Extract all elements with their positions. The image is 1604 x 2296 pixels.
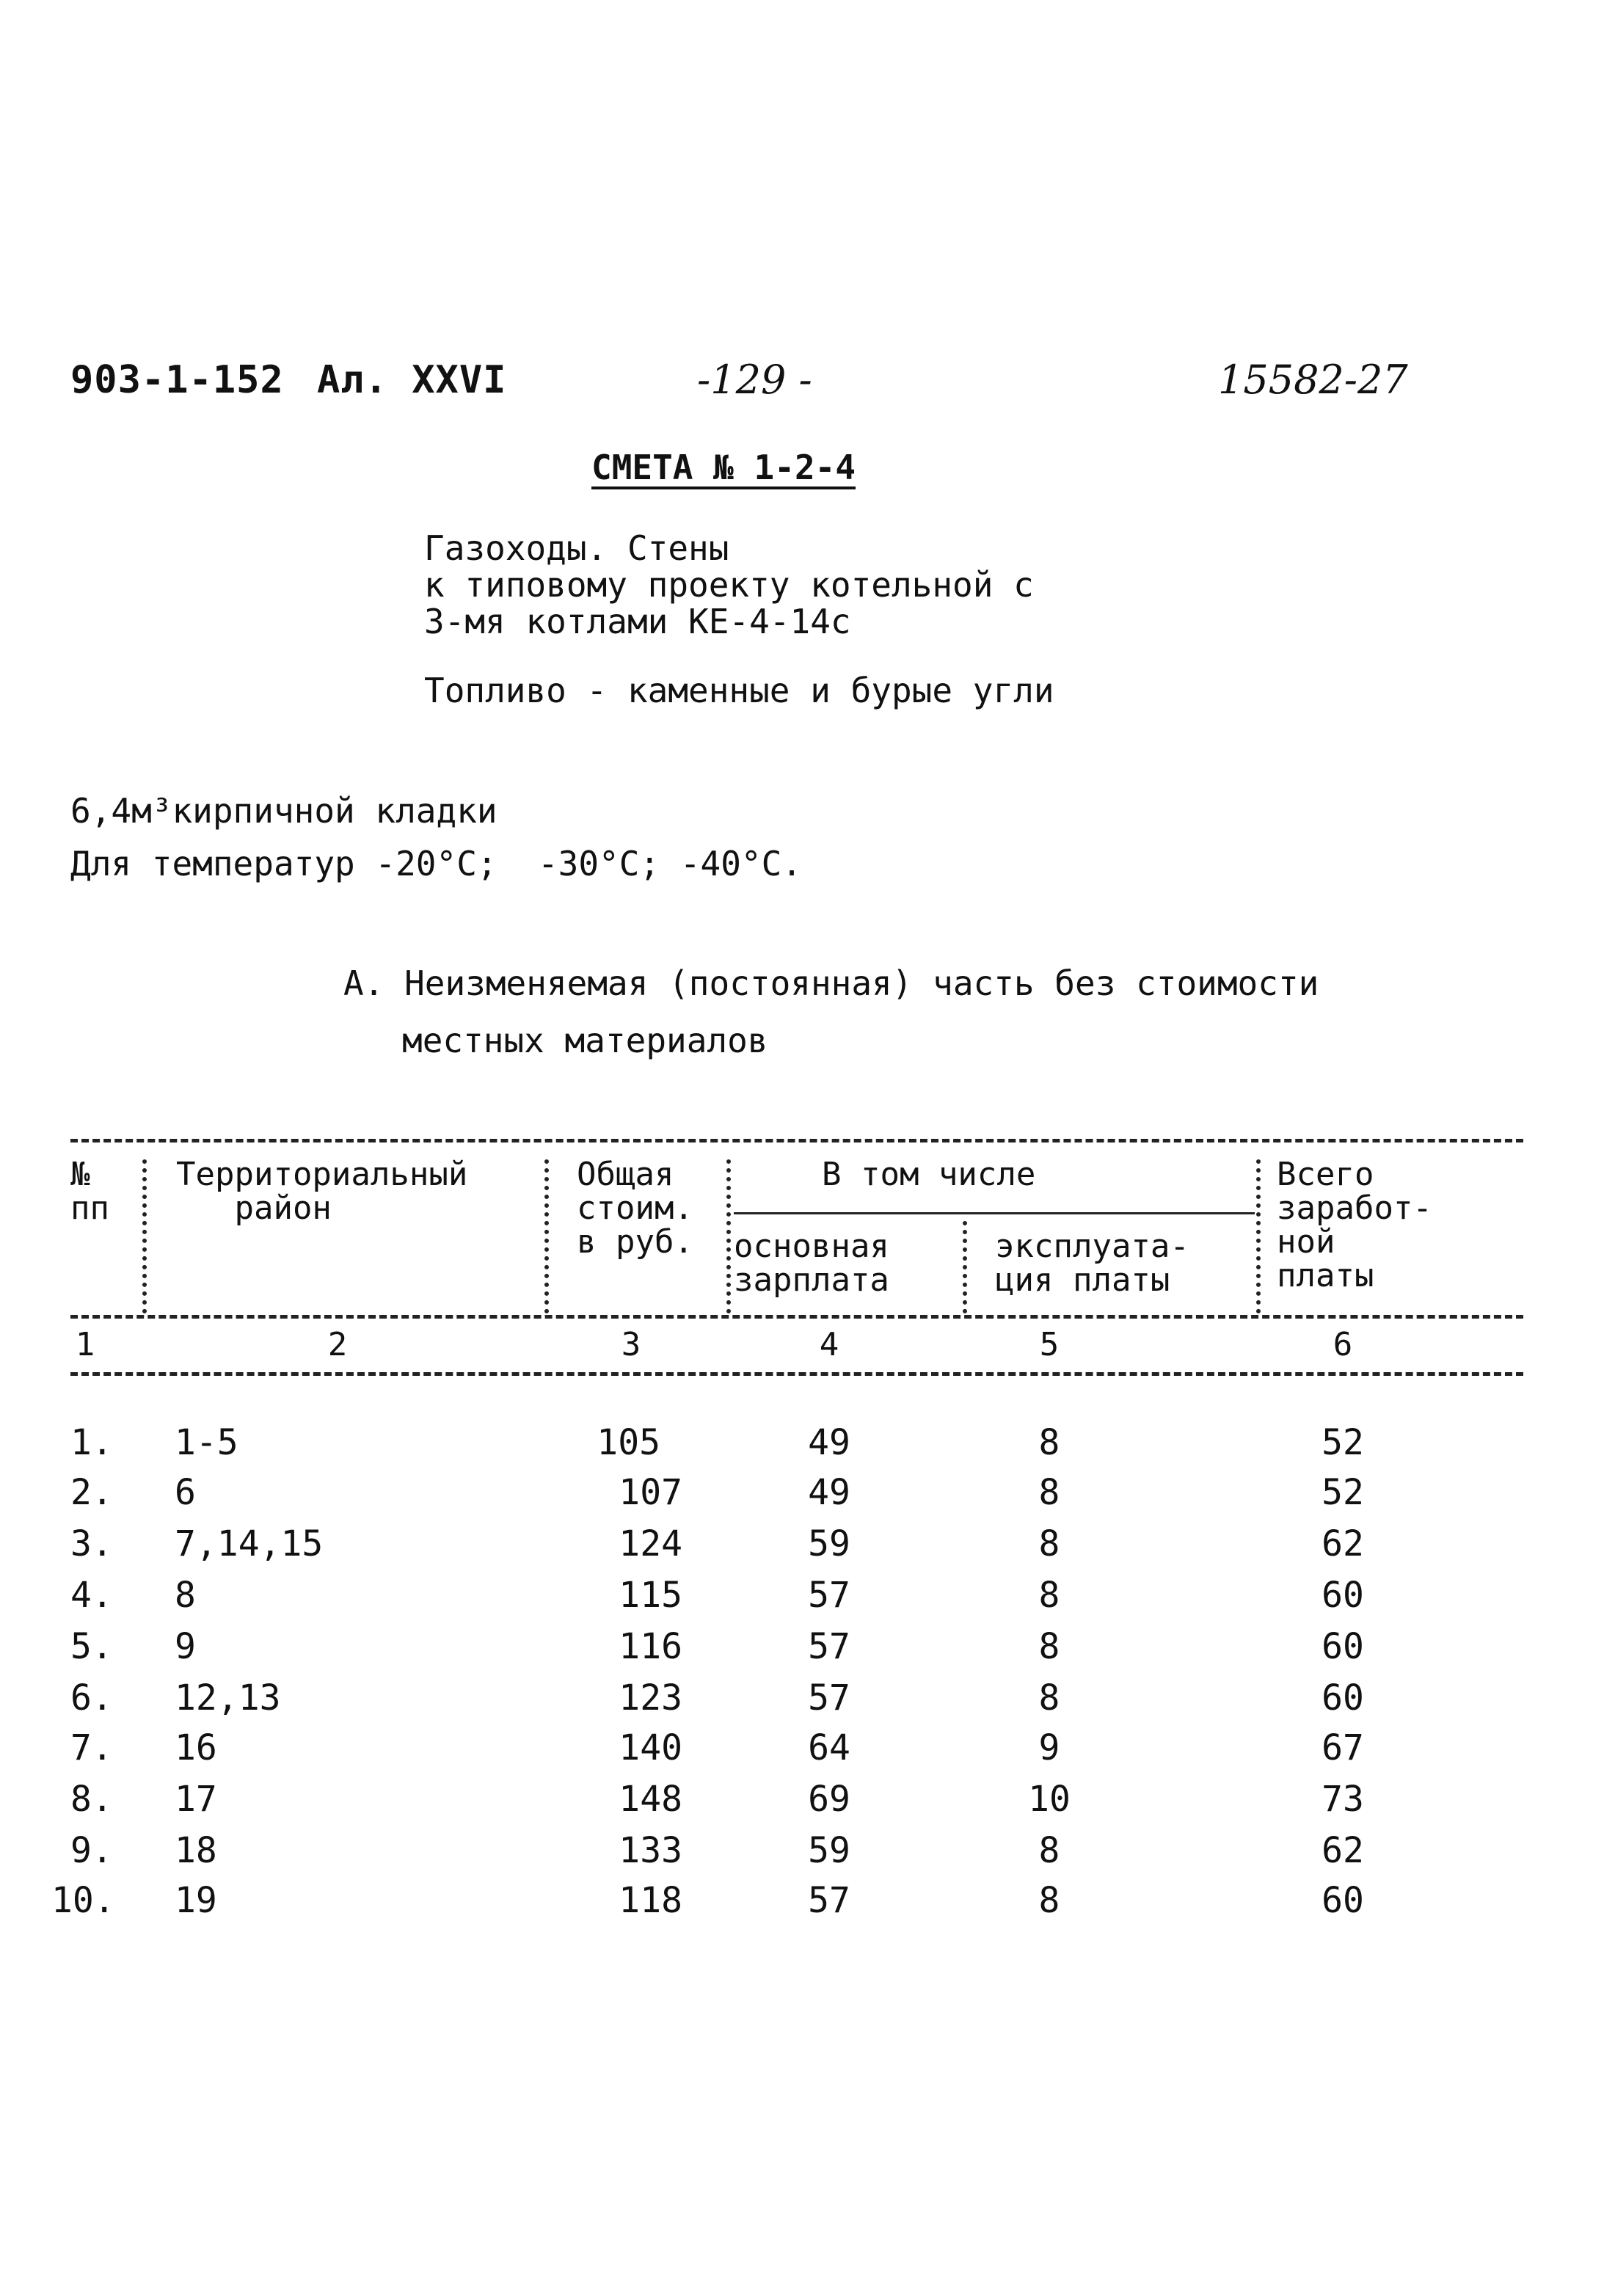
row-number: 9. bbox=[70, 1830, 113, 1871]
page-number: -129 - bbox=[697, 357, 812, 403]
row-base-salary: 57 bbox=[808, 1677, 850, 1719]
row-total-cost: 124 bbox=[619, 1523, 682, 1564]
row-base-salary: 69 bbox=[808, 1779, 850, 1820]
row-number: 3. bbox=[70, 1523, 113, 1564]
row-total-cost: 133 bbox=[619, 1830, 682, 1871]
row-base-salary: 57 bbox=[808, 1626, 850, 1667]
row-region: 19 bbox=[175, 1880, 217, 1921]
row-exploitation-wages: 8 bbox=[1038, 1575, 1060, 1616]
column-numbers-rule bbox=[70, 1372, 1523, 1376]
row-base-salary: 59 bbox=[808, 1830, 850, 1871]
row-region: 17 bbox=[175, 1779, 217, 1820]
row-region: 18 bbox=[175, 1830, 217, 1871]
section-heading-line-1: А. Неизменяемая (постоянная) часть без стоимости bbox=[343, 963, 1319, 1003]
sheet-code: 15582-27 bbox=[1218, 357, 1408, 403]
row-total-cost: 115 bbox=[619, 1575, 682, 1616]
row-exploitation-wages: 9 bbox=[1038, 1727, 1060, 1768]
row-total-wages: 52 bbox=[1322, 1472, 1364, 1513]
header-bottom-rule bbox=[70, 1315, 1523, 1319]
row-region: 8 bbox=[175, 1575, 196, 1616]
row-number: 7. bbox=[70, 1727, 113, 1768]
row-base-salary: 49 bbox=[808, 1422, 850, 1463]
album-number: Ал. XXVI bbox=[317, 358, 507, 402]
row-number: 1. bbox=[70, 1422, 113, 1463]
col-number-2: 2 bbox=[327, 1326, 348, 1363]
row-total-wages: 52 bbox=[1322, 1422, 1364, 1463]
row-region: 6 bbox=[175, 1472, 196, 1513]
col-number-1: 1 bbox=[75, 1326, 95, 1363]
header-total-wages: Всего заработ- ной платы bbox=[1277, 1156, 1432, 1294]
row-region: 1-5 bbox=[175, 1422, 238, 1463]
row-number: 6. bbox=[70, 1677, 113, 1719]
row-exploitation-wages: 8 bbox=[1038, 1677, 1060, 1719]
group-header-rule bbox=[734, 1212, 1255, 1214]
header-exploitation-wages: эксплуата- ция платы bbox=[995, 1228, 1189, 1299]
row-region: 7,14,15 bbox=[175, 1523, 324, 1564]
col-number-3: 3 bbox=[621, 1326, 641, 1363]
description-line-2: к типовому проекту котельной с bbox=[424, 565, 1034, 605]
row-total-cost: 118 bbox=[619, 1880, 682, 1921]
row-total-wages: 62 bbox=[1322, 1830, 1364, 1871]
header-base-salary: основная зарплата bbox=[734, 1228, 889, 1299]
row-total-cost: 123 bbox=[619, 1677, 682, 1719]
row-total-wages: 60 bbox=[1322, 1575, 1364, 1616]
header-territorial-region: Территориальный район bbox=[176, 1156, 468, 1227]
description-line-1: Газоходы. Стены bbox=[424, 528, 729, 568]
column-separator bbox=[1256, 1159, 1261, 1313]
col-number-5: 5 bbox=[1039, 1326, 1060, 1363]
row-exploitation-wages: 8 bbox=[1038, 1472, 1060, 1513]
col-number-4: 4 bbox=[819, 1326, 839, 1363]
table-top-rule bbox=[70, 1139, 1523, 1142]
row-total-cost: 140 bbox=[619, 1727, 682, 1768]
header-total-cost: Общая стоим. в руб. bbox=[577, 1156, 693, 1261]
column-separator bbox=[963, 1221, 967, 1313]
row-number: 8. bbox=[70, 1779, 113, 1820]
row-total-cost: 107 bbox=[619, 1472, 682, 1513]
row-base-salary: 49 bbox=[808, 1472, 850, 1513]
row-region: 16 bbox=[175, 1727, 217, 1768]
row-exploitation-wages: 10 bbox=[1028, 1779, 1071, 1820]
estimate-title: СМЕТА № 1-2-4 bbox=[591, 448, 856, 487]
row-exploitation-wages: 8 bbox=[1038, 1523, 1060, 1564]
row-total-wages: 67 bbox=[1322, 1727, 1364, 1768]
row-exploitation-wages: 8 bbox=[1038, 1422, 1060, 1463]
row-total-cost: 116 bbox=[619, 1626, 682, 1667]
row-number: 4. bbox=[70, 1575, 113, 1616]
row-region: 9 bbox=[175, 1626, 196, 1667]
row-total-wages: 73 bbox=[1322, 1779, 1364, 1820]
row-exploitation-wages: 8 bbox=[1038, 1626, 1060, 1667]
document-code: 903-1-152 bbox=[70, 358, 284, 402]
row-base-salary: 57 bbox=[808, 1575, 850, 1616]
section-heading-line-2: местных материалов bbox=[402, 1021, 768, 1060]
temperatures: Для температур -20°С; -30°С; -40°С. bbox=[70, 844, 802, 883]
row-number: 10. bbox=[51, 1880, 115, 1921]
row-total-wages: 60 bbox=[1322, 1626, 1364, 1667]
row-total-wages: 62 bbox=[1322, 1523, 1364, 1564]
row-number: 5. bbox=[70, 1626, 113, 1667]
row-base-salary: 59 bbox=[808, 1523, 850, 1564]
row-exploitation-wages: 8 bbox=[1038, 1830, 1060, 1871]
row-total-cost: 105 bbox=[597, 1422, 660, 1463]
row-base-salary: 64 bbox=[808, 1727, 850, 1768]
masonry-volume: 6,4м³кирпичной кладки bbox=[70, 791, 497, 831]
fuel-type: Топливо - каменные и бурые угли bbox=[424, 671, 1054, 710]
column-separator bbox=[726, 1159, 731, 1313]
row-region: 12,13 bbox=[175, 1677, 281, 1719]
row-total-wages: 60 bbox=[1322, 1880, 1364, 1921]
header-including: В том числе bbox=[822, 1156, 1036, 1193]
header-row-number: № пп bbox=[70, 1156, 109, 1227]
column-separator bbox=[142, 1159, 147, 1313]
description-line-3: 3-мя котлами КЕ-4-14с bbox=[424, 602, 851, 641]
row-total-cost: 148 bbox=[619, 1779, 682, 1820]
row-base-salary: 57 bbox=[808, 1880, 850, 1921]
row-total-wages: 60 bbox=[1322, 1677, 1364, 1719]
row-exploitation-wages: 8 bbox=[1038, 1880, 1060, 1921]
column-separator bbox=[544, 1159, 549, 1313]
col-number-6: 6 bbox=[1333, 1326, 1353, 1363]
row-number: 2. bbox=[70, 1472, 113, 1513]
